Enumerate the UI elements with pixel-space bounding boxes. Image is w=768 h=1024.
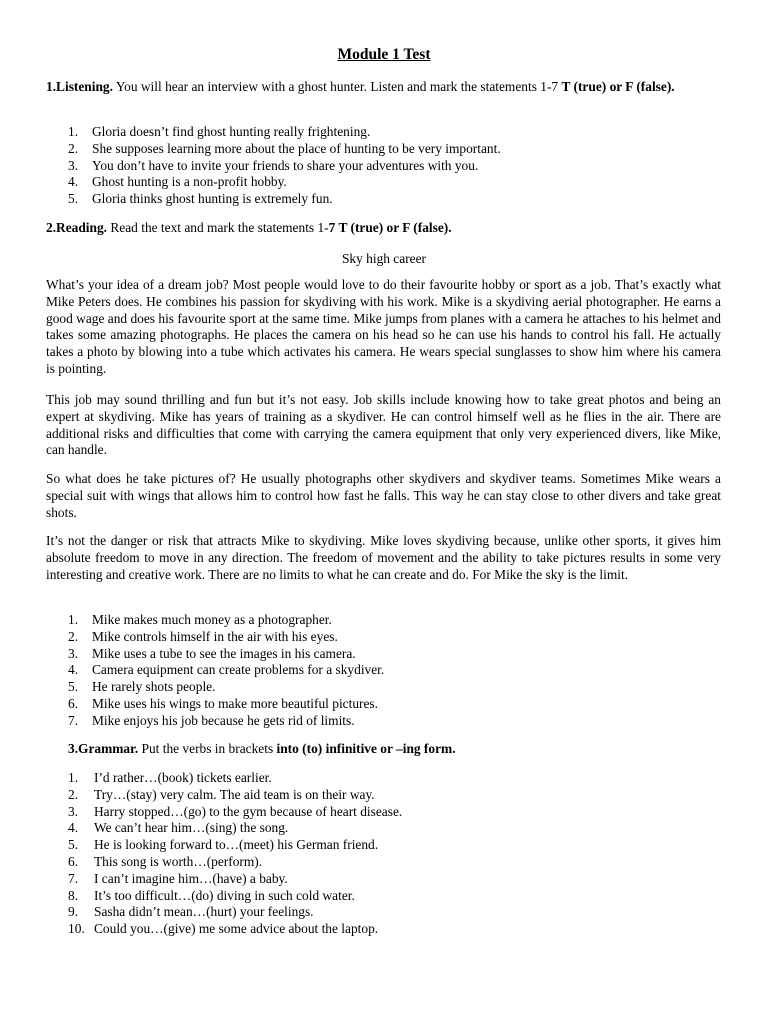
list-item: 3. You don’t have to invite your friends to share your adventures with you. <box>68 157 479 173</box>
list-item: 1. Mike makes much money as a photographer. <box>68 612 332 627</box>
list-item: 3. Mike uses a tube to see the images in his camera. <box>68 645 356 661</box>
list-item: 7. Mike enjoys his job because he gets rid of limits. <box>68 712 355 728</box>
reading-heading: 2.Reading. <box>46 220 108 235</box>
grammar-instruction-text: Put the verbs in brackets <box>138 741 277 756</box>
listening-heading: 1.Listening. <box>46 79 113 94</box>
list-item: 2. She supposes learning more about the place of hunting to be very important. <box>68 140 501 156</box>
list-item: 7. I can’t imagine him…(have) a baby. <box>68 870 288 886</box>
grammar-heading: 3.Grammar. <box>68 741 139 756</box>
list-item: 5. He rarely shots people. <box>68 679 216 695</box>
listening-instruction <box>46 79 721 96</box>
listening-instruction-text: You will hear an interview with a ghost hunter. Listen and mark the statements 1-7 <box>112 79 562 94</box>
listening-instruction-bold: T (true) or F (false). <box>561 79 675 94</box>
list-item: 8. It’s too difficult…(do) diving in such cold water. <box>68 887 355 903</box>
list-item: 4. Camera equipment can create problems for a skydiver. <box>68 662 385 678</box>
reading-instruction-bold: 7 T (true) or F (false). <box>328 220 452 235</box>
grammar-exercises <box>68 770 728 938</box>
reading-instruction-text: Read the text and mark the statements 1- <box>107 220 329 235</box>
reading-instruction <box>46 220 721 237</box>
list-item: 5. He is looking forward to…(meet) his German friend. <box>68 837 379 853</box>
reading-paragraph-1: What’s your idea of a dream job? Most people would love to do their favourite hobby or sport as a job. That’s exactly what Mike Peters does. He combines his passion for skydiving with his work. Mike is a skydiving aerial photographer. He earns a good wage and does his favourite sport at the same time. Mike jumps from planes with a camera he attaches to his helmet and takes some amazing photographs. He places the camera on his head so he can use his hands to control his fall. He actually takes a photo by blowing into a tube which activates his camera. He wears special sunglasses to show him where his camera is pointing. <box>46 277 721 376</box>
list-item: 3. Harry stopped…(go) to the gym because of heart disease. <box>68 803 403 819</box>
grammar-instruction-bold: into (to) infinitive or –ing form. <box>276 741 456 756</box>
list-item: 9. Sasha didn’t mean…(hurt) your feelings. <box>68 904 314 920</box>
reading-paragraph-3: So what does he take pictures of? He usually photographs other skydivers and skydiver teams. Sometimes Mike wears a special suit with wings that allows him to control how fast he falls. This way he can stay close to other divers and take great shots. <box>46 471 721 520</box>
reading-statements <box>68 612 728 730</box>
list-item: 2. Mike controls himself in the air with his eyes. <box>68 628 338 644</box>
reading-paragraph-2: This job may sound thrilling and fun but it’s not easy. Job skills include knowing how to take great photos and being an expert at skydiving. Mike has years of training as a skydiver. He can control himself well as he flies in the air. There are additional risks and difficulties that come with carrying the camera equipment that only very experienced divers, like Mike, can handle. <box>46 392 721 458</box>
list-item: 1. Gloria doesn’t find ghost hunting really frightening. <box>68 124 371 139</box>
grammar-instruction <box>68 741 728 758</box>
list-item: 4. Ghost hunting is a non-profit hobby. <box>68 174 287 190</box>
list-item: 6. Mike uses his wings to make more beautiful pictures. <box>68 695 378 711</box>
list-item: 1. I’d rather…(book) tickets earlier. <box>68 770 272 785</box>
reading-paragraph-4: It’s not the danger or risk that attracts Mike to skydiving. Mike loves skydiving because, unlike other sports, it gives him absolute freedom to move in any direction. The freedom of movement and the ability to take pictures results in some very interesting and creative work. There are no limits to what he can create and do. For Mike the sky is the limit. <box>46 533 721 582</box>
list-item: 10. Could you…(give) me some advice about the laptop. <box>68 921 379 937</box>
list-item: 4. We can’t hear him…(sing) the song. <box>68 820 289 836</box>
list-item: 6. This song is worth…(perform). <box>68 853 263 869</box>
list-item: 5. Gloria thinks ghost hunting is extremely fun. <box>68 191 333 207</box>
listening-statements <box>68 124 728 208</box>
list-item: 2. Try…(stay) very calm. The aid team is on their way. <box>68 786 375 802</box>
reading-text-title: Sky high career <box>341 251 427 266</box>
page-title: Module 1 Test <box>337 46 431 63</box>
